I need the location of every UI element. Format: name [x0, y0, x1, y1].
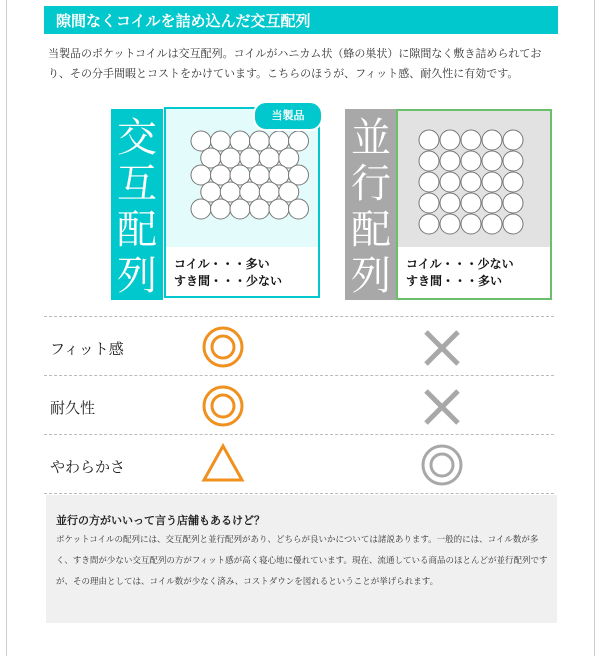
double-circle-icon	[200, 324, 246, 370]
table-divider	[44, 434, 554, 435]
left-caption-gaps: すき間・・・少ない	[174, 274, 283, 288]
cross-icon	[420, 385, 464, 429]
coil	[440, 151, 460, 171]
coil	[419, 214, 439, 234]
left-panel-label: 交 互 配 列	[117, 115, 157, 299]
coil	[503, 130, 523, 150]
right-caption-gaps: すき間・・・多い	[406, 274, 503, 288]
coil	[419, 151, 439, 171]
coil	[482, 151, 502, 171]
row-label-fit: フィット感	[50, 340, 124, 358]
double-circle-icon	[419, 442, 465, 488]
right-panel-label: 並 行 配 列	[351, 115, 391, 299]
intro-text: 当製品のポケットコイルは交互配列。コイルがハニカム状（蜂の巣状）に隙間なく敷き詰められており、その分手間暇とコストをかけています。こちらのほうが、フィット感、耐久性に有効です。	[48, 47, 542, 80]
table-divider	[44, 493, 554, 494]
coil	[440, 172, 460, 192]
coil	[440, 130, 460, 150]
triangle-icon	[200, 442, 246, 484]
coil	[482, 214, 502, 234]
note-title: 並行の方がいいって言う店舗もあるけど？	[56, 514, 265, 527]
row-label-durability: 耐久性	[50, 399, 96, 417]
note-body: ポケットコイルの配列には、交互配列と並行配列があり、どちらが良いかについては諸説あります。一般的には、コイル数が多く、すき間が少ない交互配列の方がフィット感が高く寝心地に優れています。現在、流通している商品のほとんどが並行配列ですが、その理由としては、コイル数が少なく済み、コストダウンを図れるということが挙げられます。	[56, 535, 548, 587]
coil	[461, 214, 481, 234]
coil	[503, 151, 523, 171]
coil	[419, 130, 439, 150]
table-divider	[44, 375, 554, 376]
right-caption-coils: コイル・・・少ない	[406, 257, 514, 271]
coil	[461, 193, 481, 213]
row-label-softness: やわらかさ	[50, 458, 126, 476]
coil	[482, 130, 502, 150]
table-divider	[44, 316, 554, 317]
product-badge: 当製品	[253, 101, 323, 131]
coil	[461, 151, 481, 171]
section-title: 隙間なくコイルを詰め込んだ交互配列	[56, 12, 311, 30]
cross-icon	[420, 326, 464, 370]
coil	[440, 214, 460, 234]
coil	[482, 193, 502, 213]
right-caption	[406, 256, 514, 290]
coil	[482, 172, 502, 192]
coil	[461, 172, 481, 192]
coil	[419, 193, 439, 213]
coil	[503, 172, 523, 192]
coil	[440, 193, 460, 213]
coil	[503, 193, 523, 213]
double-circle-icon	[200, 383, 246, 429]
left-caption-coils: コイル・・・多い	[174, 257, 270, 271]
coil	[461, 130, 481, 150]
note-box	[46, 495, 557, 623]
coil	[419, 172, 439, 192]
coil	[503, 214, 523, 234]
